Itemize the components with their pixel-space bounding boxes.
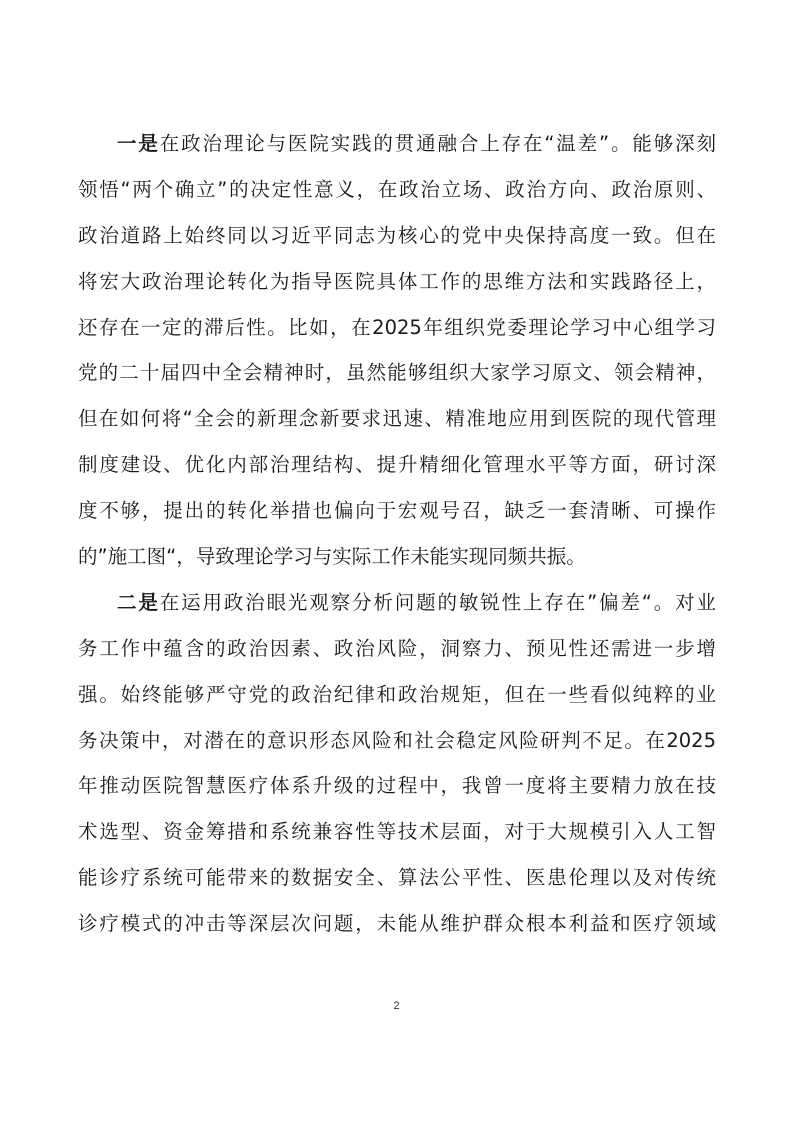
- paragraph-1-line-9: 度不够，提出的转化举措也偏向于宏观号召，缺乏一套清晰、可操作: [78, 499, 716, 523]
- paragraph-2-line-2: 务工作中蕴含的政治因素、政治风险，洞察力、预见性还需进一步增: [78, 636, 716, 660]
- paragraph-1-line-3: 政治道路上始终同以习近平同志为核心的党中央保持高度一致。但在: [78, 223, 716, 247]
- document-body: [78, 121, 716, 947]
- paragraph-1-lead: 一是: [117, 132, 160, 155]
- paragraph-2: [78, 580, 716, 947]
- paragraph-1: [78, 121, 716, 580]
- paragraph-2-line-4: 务决策中，对潜在的意识形态风险和社会稳定风险研判不足。在2025: [78, 728, 716, 752]
- paragraph-1-line-4: 将宏大政治理论转化为指导医院具体工作的思维方法和实践路径上，: [78, 269, 716, 293]
- paragraph-2-line-3: 强。始终能够严守党的政治纪律和政治规矩，但在一些看似纯粹的业: [78, 682, 716, 706]
- paragraph-1-line-5: 还存在一定的滞后性。比如，在2025年组织党委理论学习中心组学习: [78, 315, 716, 339]
- paragraph-2-line-6: 术选型、资金筹措和系统兼容性等技术层面，对于大规模引入人工智: [78, 820, 716, 844]
- paragraph-2-line-5: 年推动医院智慧医疗体系升级的过程中，我曾一度将主要精力放在技: [78, 774, 716, 798]
- paragraph-1-line-6: 党的二十届四中全会精神时，虽然能够组织大家学习原文、领会精神，: [78, 361, 716, 385]
- paragraph-1-line-7: 但在如何将“全会的新理念新要求迅速、精准地应用到医院的现代管理: [78, 407, 716, 431]
- paragraph-1-line-10: 的”施工图“，导致理论学习与实际工作未能实现同频共振。: [78, 545, 586, 569]
- paragraph-1-line-1: 一是在政治理论与医院实践的贯通融合上存在“温差”。能够深刻: [117, 132, 716, 155]
- paragraph-1-line-2: 领悟“两个确立”的决定性意义，在政治立场、政治方向、政治原则、: [78, 177, 716, 201]
- paragraph-2-line-8: 诊疗模式的冲击等深层次问题，未能从维护群众根本利益和医疗领域: [78, 912, 716, 936]
- page-number: 2: [393, 1000, 400, 1012]
- paragraph-2-lead: 二是: [117, 590, 160, 614]
- paragraph-2-line-1: 二是在运用政治眼光观察分析问题的敏锐性上存在”偏差“。对业: [117, 590, 716, 614]
- paragraph-2-line-7: 能诊疗系统可能带来的数据安全、算法公平性、医患伦理以及对传统: [78, 866, 716, 890]
- paragraph-1-line-8: 制度建设、优化内部治理结构、提升精细化管理水平等方面，研讨深: [78, 453, 716, 477]
